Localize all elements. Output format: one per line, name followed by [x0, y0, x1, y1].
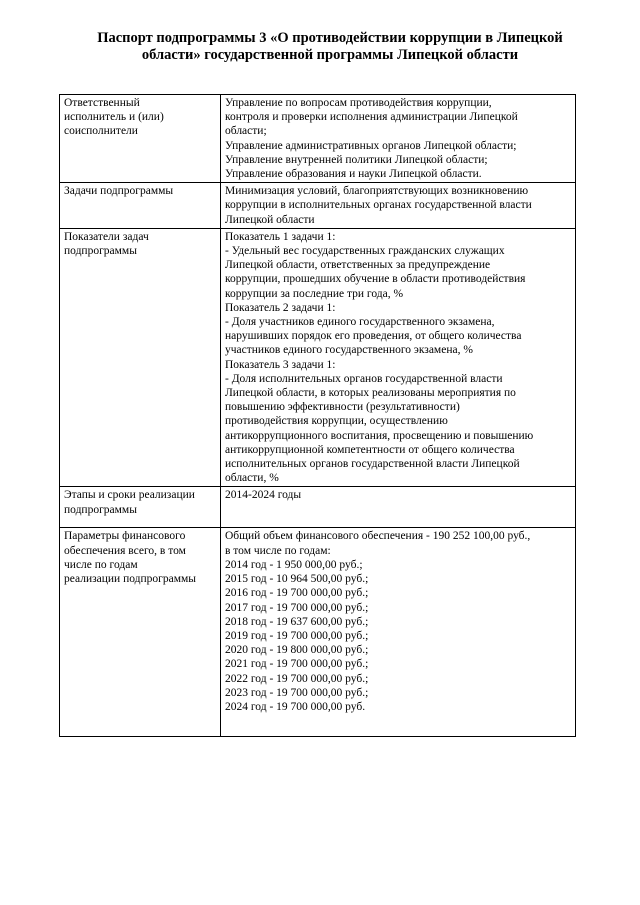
row-value: Минимизация условий, благоприятствующих возникновению коррупции в исполнительных органах государственной власти Липецкой области [221, 183, 576, 229]
title-line-2: области» государственной программы Липецкой области [141, 47, 519, 63]
row-label: Этапы и сроки реализации подпрограммы [60, 487, 221, 528]
row-label: Показатели задач подпрограммы [60, 228, 221, 487]
page-title [60, 30, 600, 64]
row-value: Показатель 1 задачи 1: - Удельный вес государственных гражданских служащих Липецкой области, ответственных за предупреждение коррупции, прошедших обучение в области противодействия коррупции за последние три года, % Показатель 2 задачи 1: - Доля участников единого государственного экзамена, нарушивших порядок его проведения, от общего количества участников единого государственного экзамена, % Показатель 3 задачи 1: - Доля исполнительных органов государственной власти Липецкой области, в которых реализованы мероприятия по повышению эффективности (результативности) противодействия коррупции, осуществлению антикоррупционного воспитания, просвещению и повышению антикоррупционной компетентности от общего количества исполнительных органов государственной власти Липецкой области, % [221, 228, 576, 487]
table-row-responsible [60, 95, 576, 183]
row-label: Задачи подпрограммы [60, 183, 221, 229]
table-row-indicators [60, 228, 576, 487]
table-row-finance [60, 528, 576, 737]
row-label: Ответственный исполнитель и (или) соисполнители [60, 95, 221, 183]
row-value: 2014-2024 годы [221, 487, 576, 528]
row-value: Общий объем финансового обеспечения - 190 252 100,00 руб., в том числе по годам: 2014 год - 1 950 000,00 руб.; 2015 год - 10 964 500,00 руб.; 2016 год - 19 700 000,00 руб.; 2017 год - 19 700 000,00 руб.; 2018 год - 19 637 600,00 руб.; 2019 год - 19 700 000,00 руб.; 2020 год - 19 800 000,00 руб.; 2021 год - 19 700 000,00 руб.; 2022 год - 19 700 000,00 руб.; 2023 год - 19 700 000,00 руб.; 2024 год - 19 700 000,00 руб. [221, 528, 576, 737]
title-line-1: Паспорт подпрограммы 3 «О противодействии коррупции в Липецкой [97, 30, 563, 46]
table-row-tasks [60, 183, 576, 229]
passport-table [59, 94, 576, 737]
row-value: Управление по вопросам противодействия коррупции, контроля и проверки исполнения администрации Липецкой области; Управление административных органов Липецкой области; Управление внутренней политики Липецкой области; Управление образования и науки Липецкой области. [221, 95, 576, 183]
table-row-stages [60, 487, 576, 528]
row-label: Параметры финансового обеспечения всего, в том числе по годам реализации подпрограммы [60, 528, 221, 737]
